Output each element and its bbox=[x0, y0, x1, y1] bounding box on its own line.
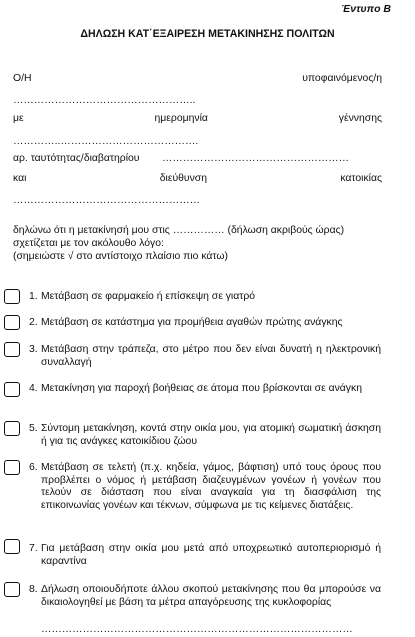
birthdate-field[interactable]: …………..…………………………………. bbox=[13, 136, 199, 147]
address-word-3: κατοικίας bbox=[340, 173, 382, 184]
option-4-text: Μετακίνηση για παροχή βοήθειας σε άτομα που βρίσκονται σε ανάγκη bbox=[41, 383, 362, 394]
option-1-text: Μετάβαση σε φαρμακείο ή επίσκεψη σε γιατρό bbox=[41, 291, 256, 302]
option-7-number: 7. bbox=[29, 543, 38, 554]
option-4-number: 4. bbox=[29, 383, 38, 394]
option-6-checkbox[interactable] bbox=[4, 460, 20, 475]
id-label: αρ. ταυτότητας/διαβατηρίου bbox=[13, 153, 140, 164]
option-3-text: Μετάβαση στην τράπεζα, στο μέτρο που δεν είναι δυνατή η ηλεκτρονική συναλλαγή bbox=[41, 344, 381, 368]
option-8-checkbox[interactable] bbox=[4, 582, 20, 597]
option-5-number: 5. bbox=[29, 423, 38, 434]
name-field[interactable]: …………………………………………….. bbox=[13, 95, 196, 106]
option-5-text: Σύντομη μετακίνηση, κοντά στην οικία μου, για ατομική σωματική άσκηση ή για τις ανάγκες κατοικίδιου ζώου bbox=[41, 423, 381, 447]
option-2-checkbox[interactable] bbox=[4, 315, 20, 330]
name-suffix: υποφαινόμενος/η bbox=[302, 73, 382, 84]
id-field[interactable]: ……………………………………………… bbox=[162, 153, 350, 164]
option-3-number: 3. bbox=[29, 344, 38, 355]
option-7-text: Για μετάβαση στην οικία μου μετά από υποχρεωτικό αυτοπεριορισμό ή καραντίνα bbox=[41, 543, 381, 567]
option-2-number: 2. bbox=[29, 317, 38, 328]
option-4-checkbox[interactable] bbox=[4, 382, 20, 397]
birth-word-2: ημερομηνία bbox=[154, 113, 208, 124]
option-2-text: Μετάβαση σε κατάστημα για προμήθεια αγαθών πρώτης ανάγκης bbox=[41, 317, 343, 328]
other-purpose-field[interactable]: ……………………………………………………………………………… bbox=[41, 624, 353, 635]
option-8-number: 8. bbox=[29, 584, 38, 595]
address-label bbox=[13, 173, 382, 185]
declaration-line-1: δηλώνω ότι η μετακίνησή μου στις …………… (δήλωση ακριβούς ώρας) bbox=[13, 225, 345, 236]
name-prefix: Ο/Η bbox=[13, 73, 32, 84]
address-word-1: και bbox=[13, 173, 27, 184]
declaration-line-2: σχετίζεται με τον ακόλουθο λόγο: bbox=[13, 238, 164, 249]
birth-word-1: με bbox=[13, 113, 24, 124]
option-1-number: 1. bbox=[29, 291, 38, 302]
address-field[interactable]: ……………………………………………… bbox=[13, 195, 201, 206]
option-6-number: 6. bbox=[29, 462, 38, 473]
option-6-text: Μετάβαση σε τελετή (π.χ. κηδεία, γάμος, βάφτιση) υπό τους όρους που προβλέπει ο νόμος ή μετάβαση διαζευγμένων γονέων ή γονέων που τελούν σε διάσταση που είναι αναγκαία για τη διασφάλιση της επικοινωνίας γονέων και τέκνων, σύμφωνα με τις κείμενες διατάξεις. bbox=[41, 462, 381, 511]
birth-word-3: γέννησης bbox=[338, 113, 382, 124]
form-label: Έντυπο Β bbox=[341, 3, 391, 15]
birthdate-label bbox=[13, 113, 382, 125]
address-word-2: διεύθυνση bbox=[159, 173, 207, 184]
declaration-line-3: (σημειώστε √ στο αντίστοιχο πλαίσιο πιο κάτω) bbox=[13, 251, 228, 262]
page-title: ΔΗΛΩΣΗ ΚΑΤ΄ΕΞΑΙΡΕΣΗ ΜΕΤΑΚΙΝΗΣΗΣ ΠΟΛΙΤΩΝ bbox=[80, 28, 335, 40]
option-1-checkbox[interactable] bbox=[4, 289, 20, 304]
option-5-checkbox[interactable] bbox=[4, 421, 20, 436]
option-3-checkbox[interactable] bbox=[4, 342, 20, 357]
option-7-checkbox[interactable] bbox=[4, 539, 20, 554]
option-8-text: Δήλωση οποιουδήποτε άλλου σκοπού μετακίνησης που θα μπορούσε να δικαιολογηθεί με βάση τα μέτρα απαγόρευσης της κυκλοφορίας bbox=[41, 584, 381, 608]
